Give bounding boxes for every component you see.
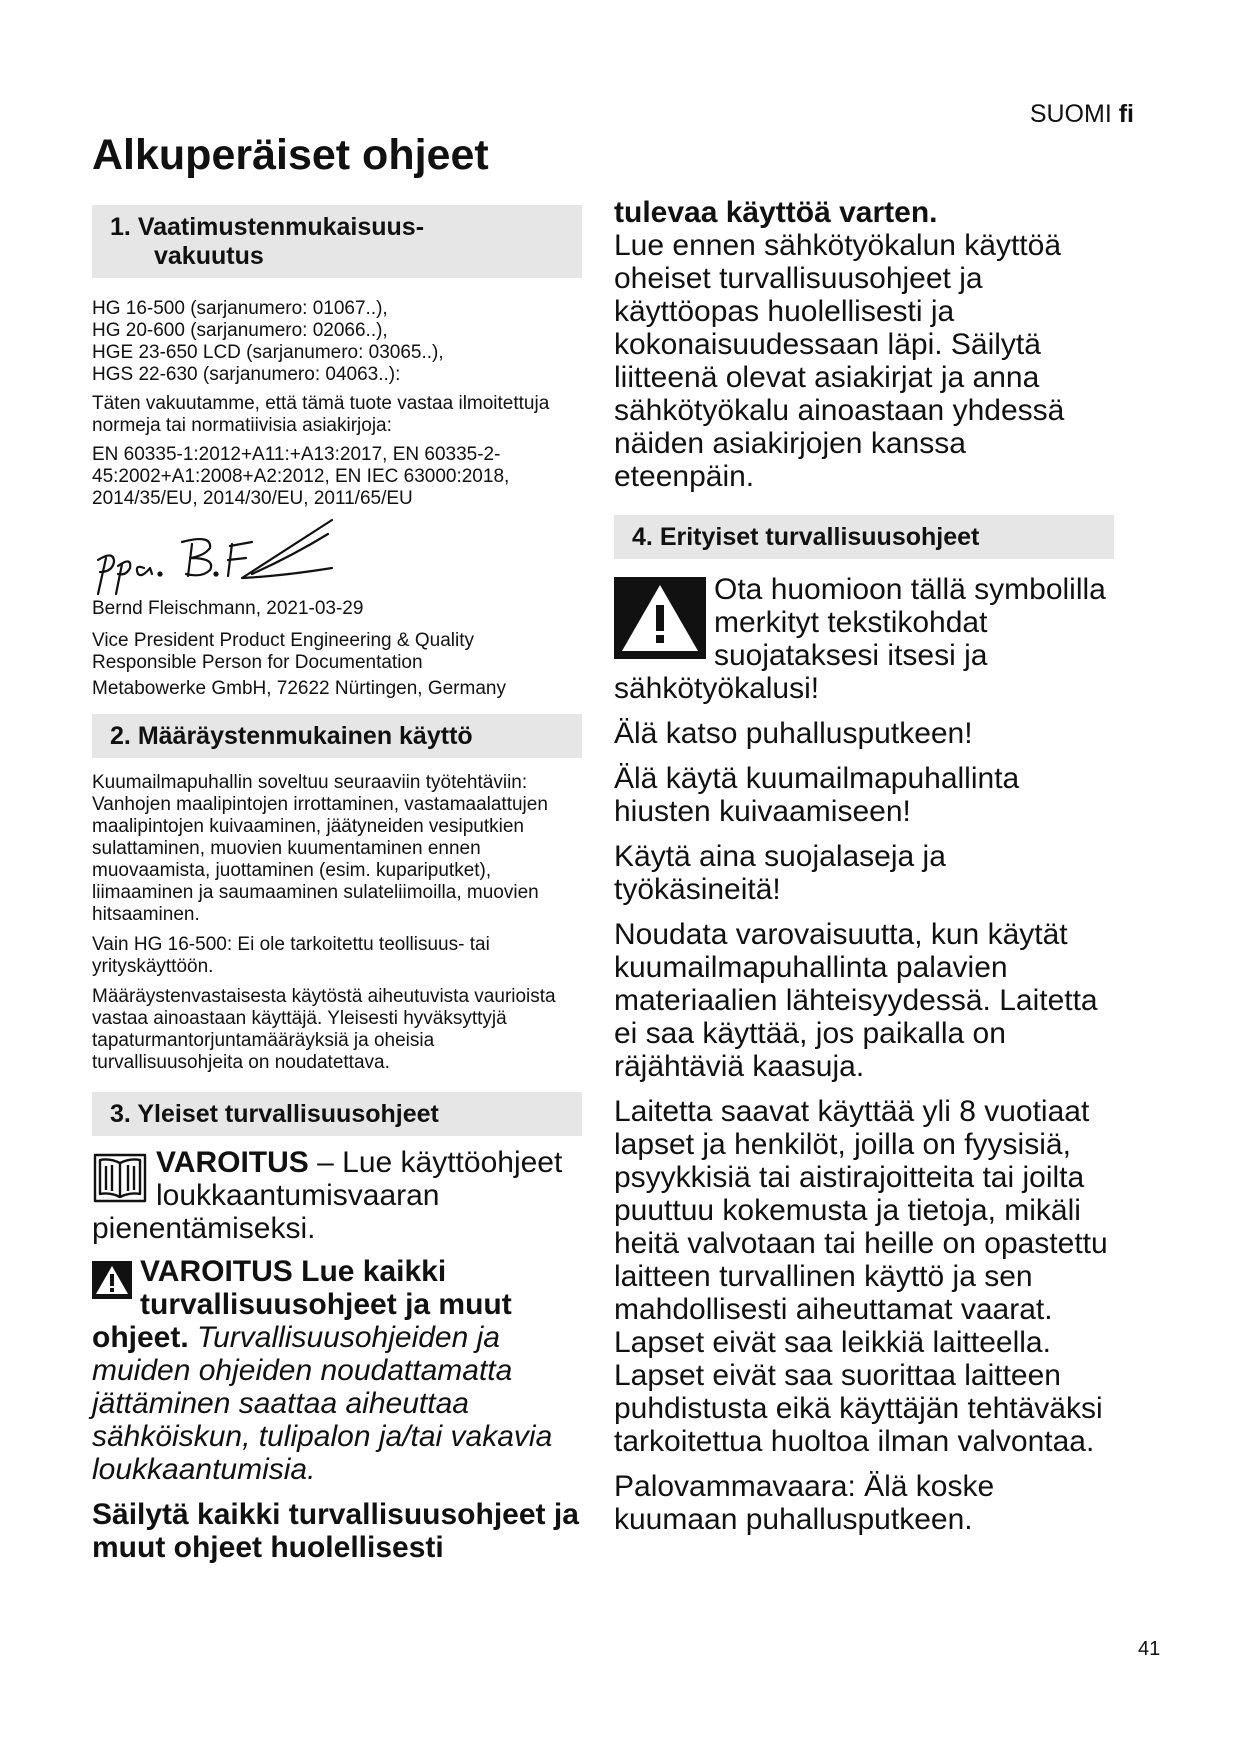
safety-rule: Laitetta saavat käyttää yli 8 vuotiaat lapset ja henkilöt, joilla on fyysisiä, psyykkisiä tai aistirajoitteita tai joilta puuttuu kokemusta ja tietoja, mikäli heitä valvotaan tai heille on opastettu laitteen turvallinen käyttö ja sen mahdollisesti aiheuttamat vaarat. Lapset eivät saa leikkiä laitteella. Lapset eivät saa suorittaa laitteen puhdistusta eikä käyttäjän tehtäväksi tarkoitettua huoltoa ilman valvontaa.	[614, 1095, 1108, 1458]
language-code: fi	[1118, 100, 1134, 128]
safety-rule: Noudata varovaisuutta, kun käytät kuumailmapuhallinta palavien materiaalien lähteisyydessä. Laitetta ei saa käyttää, jos paikalla on räjähtäviä kaasuja.	[614, 918, 1098, 1083]
section-3-number: 3.	[110, 1100, 131, 1128]
page-title: Alkuperäiset ohjeet	[92, 131, 489, 179]
safety-rule: Älä käytä kuumailmapuhallinta hiusten kuivaamiseen!	[614, 762, 1020, 828]
section-4-title: Erityiset turvallisuusohjeet	[659, 523, 980, 551]
page-number: 41	[1138, 1638, 1161, 1660]
model-line: HGE 23-650 LCD (sarjanumero: 03065..),	[92, 342, 444, 363]
keep-instructions-heading-cont: tulevaa käyttöä varten.	[614, 196, 938, 229]
model-line: HG 20-600 (sarjanumero: 02066..),	[92, 320, 388, 341]
section-2-title: Määräystenmukainen käyttö	[137, 722, 473, 750]
section-1-number: 1.	[110, 213, 131, 241]
safety-rule: Käytä aina suojalaseja ja työkäsineitä!	[614, 840, 946, 906]
read-manual-text: – Lue käyttöohjeet loukkaantumisvaaran pienentämiseksi.	[92, 1146, 563, 1245]
language-label: SUOMI	[1029, 100, 1112, 128]
intended-use-restriction: Vain HG 16-500: Ei ole tarkoitettu teollisuus- tai yrityskäyttöön.	[92, 934, 490, 977]
keep-instructions-heading: Säilytä kaikki turvallisuusohjeet ja muut ohjeet huolellisesti	[92, 1498, 579, 1564]
language-indicator	[1030, 100, 1134, 129]
read-manual-warning	[92, 1146, 582, 1245]
warning-consequence: Turvallisuusohjeiden ja muiden ohjeiden noudattamatta jättäminen saattaa aiheuttaa sähköiskun, tulipalon ja/tai vakavia loukkaantumisia.	[92, 1321, 553, 1486]
safety-instructions-warning	[92, 1255, 582, 1486]
model-list	[92, 298, 582, 386]
company-address: Metabowerke GmbH, 72622 Nürtingen, Germany	[92, 678, 506, 699]
declaration-text: Täten vakuutamme, että tämä tuote vastaa ilmoitettuja normeja tai normatiivisia asiakirjoja:	[92, 393, 550, 436]
section-4-number: 4.	[632, 523, 653, 551]
section-2-heading	[92, 714, 582, 758]
model-line: HGS 22-630 (sarjanumero: 04063..):	[92, 364, 401, 385]
section-1-title-line1: Vaatimustenmukaisuus-	[137, 213, 425, 241]
section-4-heading	[614, 515, 1114, 559]
safety-rule: Älä katso puhallusputkeen!	[614, 717, 973, 750]
signer-role: Vice President Product Engineering & Quality Responsible Person for Documentation	[92, 630, 474, 673]
symbol-notice	[614, 573, 1114, 705]
section-2-number: 2.	[110, 722, 131, 750]
standards-text: EN 60335-1:2012+A11:+A13:2017, EN 60335-2-45:2002+A1:2008+A2:2012, EN IEC 63000:2018, 2014/35/EU, 2014/30/EU, 2011/65/EU	[92, 444, 510, 509]
warning-triangle-icon	[92, 1261, 132, 1304]
model-line: HG 16-500 (sarjanumero: 01067..),	[92, 298, 388, 319]
safety-rule: Palovammavaara: Älä koske kuumaan puhallusputkeen.	[614, 1470, 995, 1536]
intended-use-intro: Kuumailmapuhallin soveltuu seuraaviin työtehtäviin:	[92, 772, 528, 793]
signer-name: Bernd Fleischmann, 2021-03-29	[92, 598, 364, 619]
right-column	[614, 196, 1114, 1536]
section-3-heading	[92, 1092, 582, 1136]
intended-use-list: Vanhojen maalipintojen irrottaminen, vastamaalattujen maalipintojen kuivaaminen, jäätyneiden vesiputkien sulattaminen, muovien kuumentaminen ennen muovaamista, juottaminen (esim. kupariputket), liimaaminen ja saumaaminen sulateliimoilla, muovien hitsaaminen.	[92, 794, 548, 925]
manual-book-icon	[92, 1150, 148, 1211]
symbol-notice-text: Ota huomioon tällä symbolilla merkityt tekstikohdat suojataksesi itsesi ja sähkötyökalusi!	[614, 573, 1106, 705]
intended-use-liability: Määräystenvastaisesta käytöstä aiheutuvista vaurioista vastaa ainoastaan käyttäjä. Yleisesti hyväksyttyjä tapaturmantorjuntamääräyksiä ja oheisia turvallisuusohjeita on noudatettava.	[92, 986, 556, 1073]
keep-instructions-text: Lue ennen sähkötyökalun käyttöä oheiset turvallisuusohjeet ja käyttöopas huolellisesti ja kokonaisuudessaan läpi. Säilytä liitteenä olevat asiakirjat ja anna sähkötyökalu ainoastaan yhdessä näiden asiakirjojen kanssa eteenpäin.	[614, 229, 1065, 493]
signature	[92, 516, 582, 598]
section-1-heading	[92, 205, 582, 278]
warning-triangle-icon	[614, 577, 706, 664]
left-column	[92, 205, 582, 1564]
warning-heading: VAROITUS Lue kaikki turvallisuusohjeet ja muut ohjeet.	[92, 1255, 512, 1354]
section-1-title-line2: vakuutus	[154, 242, 264, 270]
section-3-title: Yleiset turvallisuusohjeet	[137, 1100, 439, 1128]
warning-label: VAROITUS	[156, 1146, 309, 1179]
